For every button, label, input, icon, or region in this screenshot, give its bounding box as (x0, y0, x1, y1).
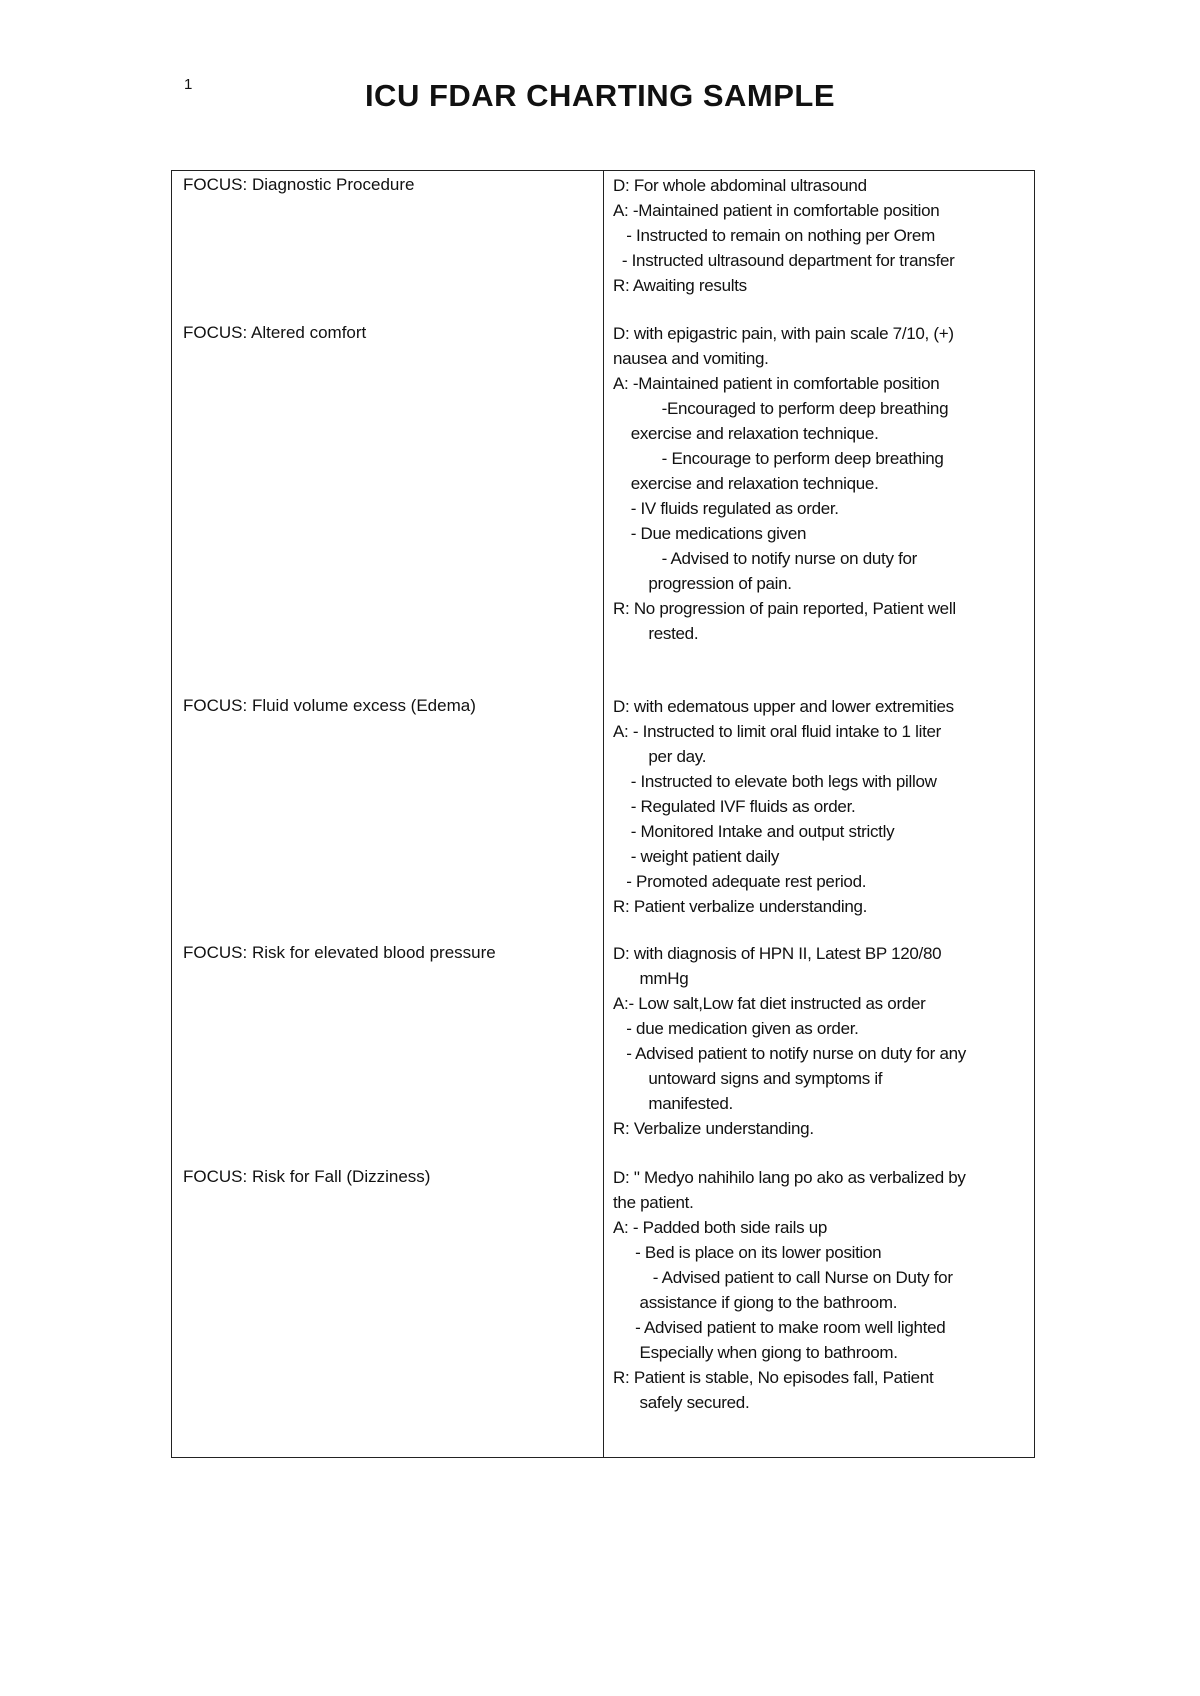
entry-line: - Regulated IVF fluids as order. (613, 797, 856, 816)
entry-line: D: with diagnosis of HPN II, Latest BP 120/80 (613, 944, 942, 963)
entry-line: - Encourage to perform deep breathing (613, 449, 944, 468)
entry-line: safely secured. (613, 1393, 750, 1412)
entry-line: R: Patient is stable, No episodes fall, Patient (613, 1368, 934, 1387)
entry-line: exercise and relaxation technique. (613, 424, 879, 443)
entry-line: - Promoted adequate rest period. (613, 872, 867, 891)
entry-line: - Advised to notify nurse on duty for (613, 549, 918, 568)
focus-label: FOCUS: Risk for Fall (Dizziness) (183, 1167, 431, 1186)
entry-line: manifested. (613, 1094, 733, 1113)
fdar-entry (613, 941, 1023, 1141)
focus-label: FOCUS: Diagnostic Procedure (183, 175, 415, 194)
entry-line: per day. (613, 747, 707, 766)
focus-label: FOCUS: Risk for elevated blood pressure (183, 943, 496, 962)
page-number: 1 (184, 76, 193, 93)
entry-line: the patient. (613, 1193, 694, 1212)
fdar-entry (613, 694, 1023, 919)
column-divider (603, 171, 604, 1457)
entry-line: A:- Low salt,Low fat diet instructed as order (613, 994, 926, 1013)
entry-line: untoward signs and symptoms if (613, 1069, 883, 1088)
focus-label: FOCUS: Altered comfort (183, 323, 367, 342)
entry-line: A: - Padded both side rails up (613, 1218, 828, 1237)
entry-line: nausea and vomiting. (613, 349, 769, 368)
entry-line: D: " Medyo nahihilo lang po ako as verbalized by (613, 1168, 966, 1187)
entry-line: rested. (613, 624, 699, 643)
entry-line: D: with epigastric pain, with pain scale 7/10, (+) (613, 324, 954, 343)
fdar-entry (613, 1165, 1023, 1415)
fdar-entry (613, 173, 1023, 298)
entry-line: A: -Maintained patient in comfortable position (613, 201, 940, 220)
entry-line: A: -Maintained patient in comfortable position (613, 374, 940, 393)
entry-line: - Instructed to remain on nothing per Orem (613, 226, 935, 245)
document-title: ICU FDAR CHARTING SAMPLE (364, 78, 836, 113)
entry-line: - Instructed to elevate both legs with pillow (613, 772, 937, 791)
entry-line: D: For whole abdominal ultrasound (613, 176, 867, 195)
entry-line: exercise and relaxation technique. (613, 474, 879, 493)
entry-line: -Encouraged to perform deep breathing (613, 399, 949, 418)
entry-line: R: Patient verbalize understanding. (613, 897, 868, 916)
entry-line: - weight patient daily (613, 847, 780, 866)
focus-label: FOCUS: Fluid volume excess (Edema) (183, 696, 476, 715)
entry-line: - Advised patient to notify nurse on duty for any (613, 1044, 966, 1063)
fdar-table (171, 170, 1035, 1458)
entry-line: D: with edematous upper and lower extremities (613, 697, 954, 716)
fdar-entry (613, 321, 1023, 646)
entry-line: A: - Instructed to limit oral fluid intake to 1 liter (613, 722, 942, 741)
entry-line: Especially when giong to bathroom. (613, 1343, 898, 1362)
entry-line: - Monitored Intake and output strictly (613, 822, 895, 841)
entry-line: R: Awaiting results (613, 276, 747, 295)
entry-line: progression of pain. (613, 574, 792, 593)
entry-line: - due medication given as order. (613, 1019, 859, 1038)
entry-line: - Bed is place on its lower position (613, 1243, 882, 1262)
entry-line: - IV fluids regulated as order. (613, 499, 839, 518)
entry-line: R: No progression of pain reported, Patient well (613, 599, 956, 618)
entry-line: assistance if giong to the bathroom. (613, 1293, 898, 1312)
entry-line: mmHg (613, 969, 689, 988)
entry-line: - Advised patient to call Nurse on Duty for (613, 1268, 953, 1287)
entry-line: R: Verbalize understanding. (613, 1119, 814, 1138)
entry-line: - Instructed ultrasound department for transfer (613, 251, 955, 270)
entry-line: - Advised patient to make room well lighted (613, 1318, 946, 1337)
entry-line: - Due medications given (613, 524, 807, 543)
